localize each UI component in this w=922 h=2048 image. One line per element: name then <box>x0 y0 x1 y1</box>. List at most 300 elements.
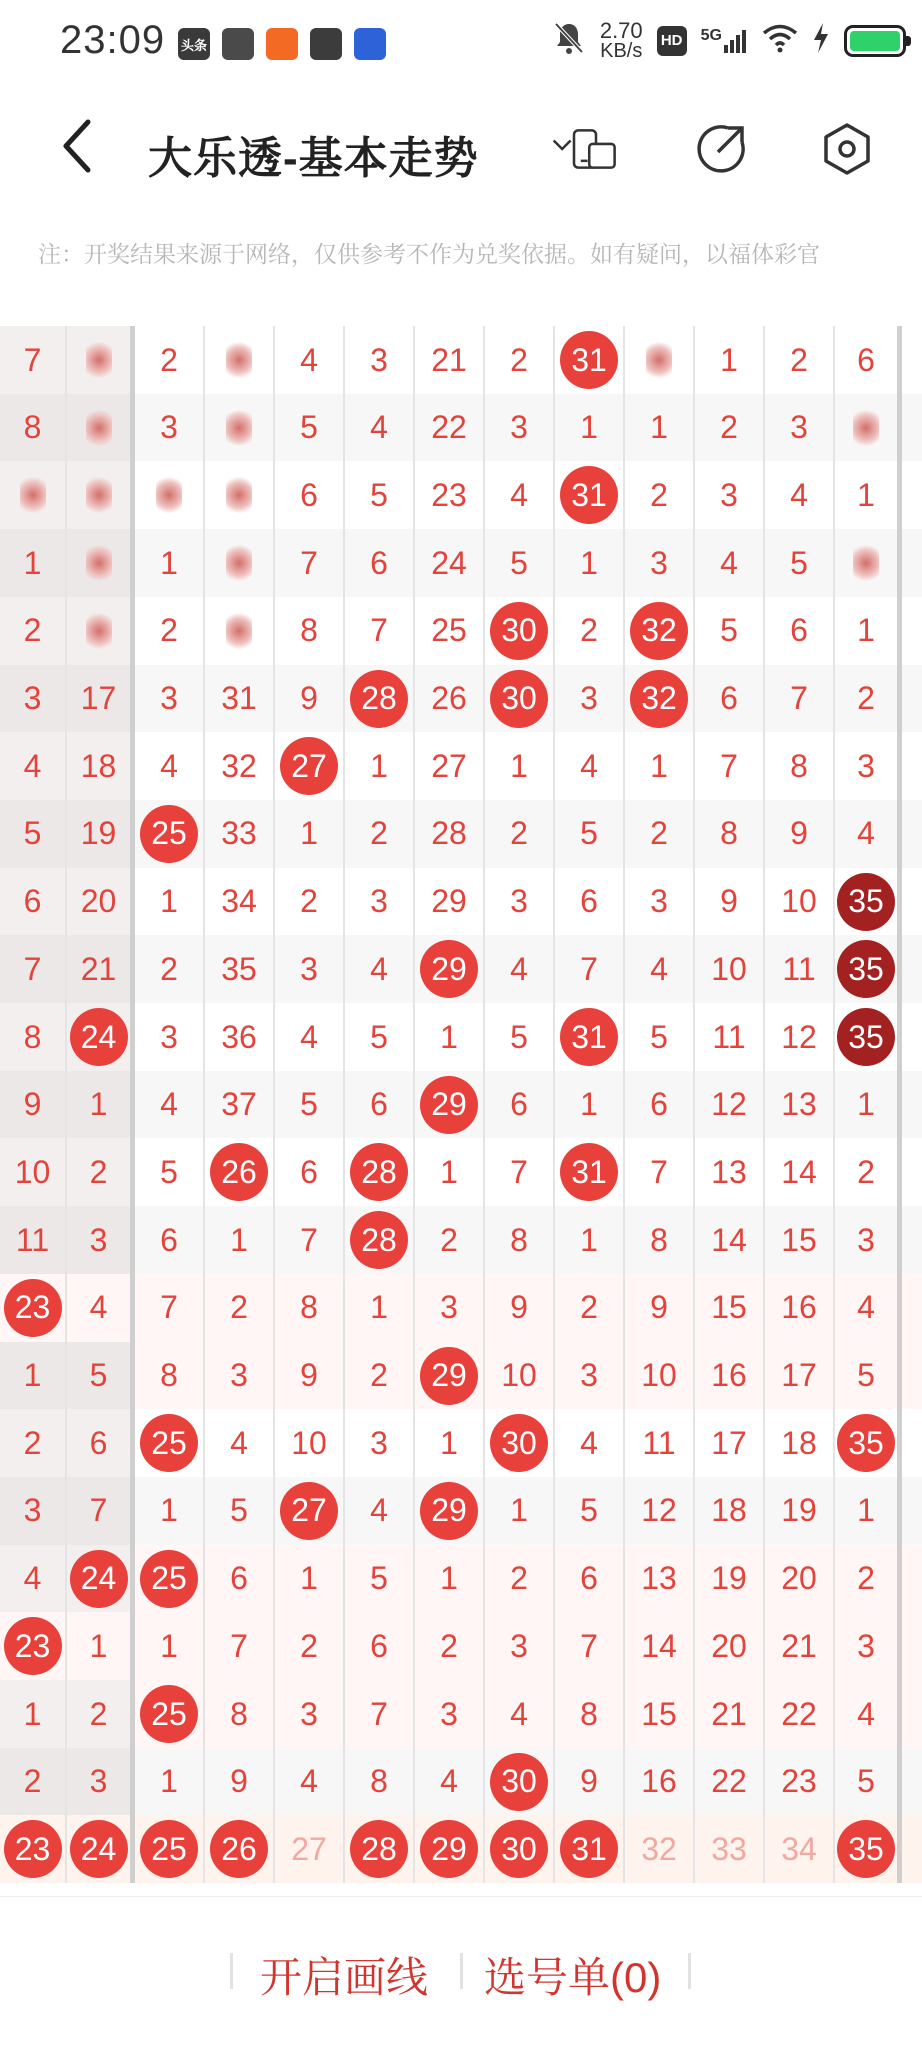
grid-cell: 24 <box>415 529 485 597</box>
grid-cell: 1 <box>625 732 695 800</box>
drawn-number-ball: 35 <box>837 1008 895 1066</box>
mute-bell-icon <box>552 20 586 61</box>
grid-cell: 6 <box>345 529 415 597</box>
table-row <box>0 732 922 800</box>
drawn-number-ball: 30 <box>490 1820 548 1878</box>
grid-cell: 4 <box>835 1274 902 1342</box>
blurred-cell-mark <box>226 544 252 582</box>
blurred-cell-mark <box>853 544 879 582</box>
grid-cell: 4 <box>415 1748 485 1816</box>
grid-cell: 36 <box>205 1003 275 1071</box>
table-row <box>0 394 922 462</box>
grid-cell: 19 <box>67 800 135 868</box>
drawn-number-ball: 30 <box>490 1753 548 1811</box>
grid-cell: 3 <box>415 1680 485 1748</box>
grid-cell: 1 <box>555 394 625 462</box>
grid-cell: 6 <box>345 1071 415 1139</box>
blurred-cell-mark <box>226 612 252 650</box>
grid-cell: 5 <box>695 597 765 665</box>
bottom-separator <box>230 1953 233 1989</box>
grid-cell: 6 <box>625 1071 695 1139</box>
grid-cell: 5 <box>275 394 345 462</box>
toutiao-app-icon: 头条 <box>178 28 210 60</box>
grid-cell: 37 <box>205 1071 275 1139</box>
drawn-number-ball: 25 <box>140 1685 198 1743</box>
share-button[interactable] <box>688 116 754 182</box>
grid-cell: 5 <box>555 1477 625 1545</box>
hd-icon: HD <box>657 26 687 56</box>
baidu-app-icon <box>354 28 386 60</box>
grid-cell <box>0 1815 67 1883</box>
drawn-number-ball: 28 <box>350 670 408 728</box>
table-row <box>0 461 922 529</box>
grid-cell <box>835 1003 902 1071</box>
grid-cell: 35 <box>205 935 275 1003</box>
grid-cell: 10 <box>695 935 765 1003</box>
table-row <box>0 1815 922 1883</box>
grid-cell: 17 <box>695 1409 765 1477</box>
grid-cell: 8 <box>135 1342 205 1410</box>
grid-cell <box>625 597 695 665</box>
grid-cell: 6 <box>275 461 345 529</box>
grid-cell: 11 <box>625 1409 695 1477</box>
grid-cell: 1 <box>625 394 695 462</box>
grid-cell: 18 <box>695 1477 765 1545</box>
grid-cell: 3 <box>485 868 555 936</box>
table-row <box>0 326 922 394</box>
grid-cell: 1 <box>415 1138 485 1206</box>
chevron-left-icon <box>58 118 98 174</box>
grid-cell: 6 <box>835 326 902 394</box>
grid-cell: 21 <box>765 1612 835 1680</box>
grid-cell: 5 <box>555 800 625 868</box>
table-row <box>0 800 922 868</box>
grid-cell <box>555 1815 625 1883</box>
grid-cell: 1 <box>695 326 765 394</box>
table-row <box>0 1680 922 1748</box>
grid-cell <box>275 1477 345 1545</box>
grid-cell: 2 <box>135 935 205 1003</box>
grid-cell <box>345 1138 415 1206</box>
switch-device-icon <box>552 123 618 175</box>
grid-cell: 8 <box>485 1206 555 1274</box>
grid-cell <box>485 1409 555 1477</box>
grid-cell: 4 <box>67 1274 135 1342</box>
grid-cell: 2 <box>555 597 625 665</box>
grid-cell: 5 <box>835 1342 902 1410</box>
grid-cell: 14 <box>765 1138 835 1206</box>
drawn-number-ball: 25 <box>140 1550 198 1608</box>
grid-cell: 2 <box>275 1612 345 1680</box>
grid-cell <box>205 1138 275 1206</box>
grid-cell: 1 <box>835 1071 902 1139</box>
grid-cell: 9 <box>275 1342 345 1410</box>
grid-cell: 3 <box>275 935 345 1003</box>
grid-cell: 2 <box>485 326 555 394</box>
grid-cell: 34 <box>765 1815 835 1883</box>
grid-cell: 4 <box>205 1409 275 1477</box>
grid-cell: 3 <box>0 1477 67 1545</box>
grid-cell: 2 <box>625 800 695 868</box>
drawn-number-ball: 30 <box>490 670 548 728</box>
trend-grid[interactable] <box>0 326 922 1896</box>
switch-device-button[interactable] <box>552 116 618 182</box>
grid-cell: 22 <box>415 394 485 462</box>
grid-cell: 8 <box>0 1003 67 1071</box>
blurred-cell-mark <box>86 476 112 514</box>
grid-cell <box>555 461 625 529</box>
grid-cell <box>415 1815 485 1883</box>
grid-cell: 7 <box>765 665 835 733</box>
grid-cell: 2 <box>135 326 205 394</box>
grid-cell: 14 <box>695 1206 765 1274</box>
grid-cell: 5 <box>345 461 415 529</box>
page-title: 大乐透-基本走势 <box>148 134 479 183</box>
grid-cell: 8 <box>0 394 67 462</box>
grid-cell: 2 <box>67 1680 135 1748</box>
grid-cell: 6 <box>67 1409 135 1477</box>
grid-cell <box>415 1071 485 1139</box>
grid-cell: 28 <box>415 800 485 868</box>
grid-cell: 9 <box>275 665 345 733</box>
grid-cell: 3 <box>625 529 695 597</box>
grid-cell <box>135 1680 205 1748</box>
grid-cell: 3 <box>135 665 205 733</box>
grid-cell: 17 <box>67 665 135 733</box>
grid-cell: 1 <box>835 597 902 665</box>
drawn-number-ball: 35 <box>837 1820 895 1878</box>
grid-cell: 13 <box>765 1071 835 1139</box>
grid-cell: 7 <box>0 935 67 1003</box>
drawn-number-ball: 28 <box>350 1211 408 1269</box>
drawn-number-ball: 25 <box>140 805 198 863</box>
grid-cell: 25 <box>415 597 485 665</box>
grid-cell: 7 <box>555 935 625 1003</box>
grid-cell <box>485 597 555 665</box>
grid-cell: 11 <box>765 935 835 1003</box>
bottom-separator <box>460 1953 463 1989</box>
grid-cell: 5 <box>135 1138 205 1206</box>
grid-cell: 6 <box>765 597 835 665</box>
grid-cell <box>0 1612 67 1680</box>
settings-button[interactable] <box>814 116 880 182</box>
disclaimer-note: 注：开奖结果来源于网络，仅供参考不作为兑奖依据。如有疑问，以福体彩官 <box>38 241 820 267</box>
grid-cell: 3 <box>67 1206 135 1274</box>
grid-cell: 2 <box>485 1545 555 1613</box>
grid-cell: 1 <box>555 1071 625 1139</box>
grid-cell: 3 <box>555 665 625 733</box>
grid-cell: 1 <box>135 1477 205 1545</box>
drawn-number-ball: 27 <box>280 1482 338 1540</box>
grid-cell: 8 <box>275 1274 345 1342</box>
grid-cell: 7 <box>67 1477 135 1545</box>
grid-cell <box>205 461 275 529</box>
grid-cell <box>205 394 275 462</box>
grid-cell <box>345 1815 415 1883</box>
signal-label: 5G <box>700 26 722 44</box>
grid-cell: 3 <box>67 1748 135 1816</box>
drawn-number-ball: 29 <box>420 1820 478 1878</box>
grid-cell: 4 <box>0 1545 67 1613</box>
grid-cell: 14 <box>625 1612 695 1680</box>
grid-cell: 3 <box>415 1274 485 1342</box>
drawn-number-ball: 31 <box>560 331 618 389</box>
grid-cell: 4 <box>555 1409 625 1477</box>
grid-cell: 2 <box>135 597 205 665</box>
grid-cell <box>67 529 135 597</box>
grid-cell: 3 <box>485 394 555 462</box>
grid-cell: 9 <box>205 1748 275 1816</box>
back-button[interactable] <box>48 116 108 176</box>
grid-cell: 5 <box>345 1003 415 1071</box>
grid-cell: 7 <box>695 732 765 800</box>
grid-cell: 7 <box>135 1274 205 1342</box>
grid-cell: 18 <box>67 732 135 800</box>
grid-cell: 4 <box>345 1477 415 1545</box>
grid-cell: 4 <box>345 935 415 1003</box>
grid-cell: 20 <box>695 1612 765 1680</box>
grid-cell: 6 <box>135 1206 205 1274</box>
grid-cell: 33 <box>205 800 275 868</box>
grid-cell: 7 <box>485 1138 555 1206</box>
drawn-number-ball: 35 <box>837 940 895 998</box>
grid-cell: 5 <box>485 1003 555 1071</box>
grid-cell: 33 <box>695 1815 765 1883</box>
grid-cell: 3 <box>835 1206 902 1274</box>
drawn-number-ball: 28 <box>350 1820 408 1878</box>
grid-cell: 2 <box>835 1545 902 1613</box>
grid-cell: 4 <box>135 732 205 800</box>
grid-cell: 5 <box>205 1477 275 1545</box>
net-speed-value: 2.70 <box>599 17 643 43</box>
grid-cell: 3 <box>835 732 902 800</box>
table-row <box>0 1003 922 1071</box>
signal-5g-icon <box>701 27 748 55</box>
table-row <box>0 597 922 665</box>
grid-cell: 5 <box>625 1003 695 1071</box>
grid-cell: 21 <box>415 326 485 394</box>
drawn-number-ball: 35 <box>837 873 895 931</box>
table-row <box>0 935 922 1003</box>
grid-cell: 2 <box>67 1138 135 1206</box>
grid-cell: 2 <box>625 461 695 529</box>
grid-cell <box>415 935 485 1003</box>
grid-cell: 8 <box>205 1680 275 1748</box>
grid-cell: 4 <box>485 935 555 1003</box>
grid-cell: 1 <box>345 732 415 800</box>
grid-cell: 5 <box>485 529 555 597</box>
grid-cell: 3 <box>835 1612 902 1680</box>
drawn-number-ball: 23 <box>4 1279 62 1337</box>
header <box>0 90 922 210</box>
grid-cell <box>485 1748 555 1816</box>
drawn-number-ball: 35 <box>837 1414 895 1472</box>
grid-cell: 16 <box>695 1342 765 1410</box>
grid-cell: 3 <box>135 1003 205 1071</box>
draw-line-button[interactable]: 开启画线 <box>260 1954 429 2001</box>
table-row <box>0 1342 922 1410</box>
blurred-cell-mark <box>646 341 672 379</box>
grid-cell: 1 <box>345 1274 415 1342</box>
status-time: 23:09 <box>60 18 166 62</box>
grid-cell <box>835 1815 902 1883</box>
grid-cell: 8 <box>765 732 835 800</box>
grid-cell <box>835 529 902 597</box>
grid-cell: 12 <box>765 1003 835 1071</box>
grid-cell <box>415 1477 485 1545</box>
grid-cell: 2 <box>0 597 67 665</box>
grid-cell: 4 <box>485 1680 555 1748</box>
grid-cell <box>67 1815 135 1883</box>
table-row <box>0 1409 922 1477</box>
blurred-cell-mark <box>156 476 182 514</box>
grid-cell: 21 <box>67 935 135 1003</box>
grid-cell: 4 <box>695 529 765 597</box>
wifi-icon <box>762 23 798 58</box>
drawn-number-ball: 31 <box>560 1820 618 1878</box>
grid-cell <box>485 665 555 733</box>
grid-cell <box>345 665 415 733</box>
grid-cell: 3 <box>205 1342 275 1410</box>
grid-cell: 5 <box>275 1071 345 1139</box>
grid-cell: 26 <box>415 665 485 733</box>
grid-cell: 16 <box>765 1274 835 1342</box>
grid-cell: 7 <box>345 1680 415 1748</box>
drawn-number-ball: 30 <box>490 1414 548 1472</box>
grid-cell: 1 <box>0 1680 67 1748</box>
grid-cell <box>625 665 695 733</box>
table-row <box>0 1071 922 1139</box>
grid-cell <box>625 326 695 394</box>
grid-cell: 2 <box>695 394 765 462</box>
grid-cell: 9 <box>695 868 765 936</box>
table-row <box>0 529 922 597</box>
grid-cell: 10 <box>765 868 835 936</box>
grid-cell: 5 <box>0 800 67 868</box>
bottom-bar <box>0 1896 922 2048</box>
grid-cell: 1 <box>135 1612 205 1680</box>
grid-cell: 10 <box>485 1342 555 1410</box>
grid-cell: 4 <box>275 1003 345 1071</box>
selection-list-button[interactable]: 选号单(0) <box>484 1954 662 2001</box>
grid-cell: 6 <box>485 1071 555 1139</box>
grid-cell: 7 <box>275 1206 345 1274</box>
table-row <box>0 1612 922 1680</box>
blurred-cell-mark <box>226 476 252 514</box>
grid-cell: 20 <box>765 1545 835 1613</box>
grid-cell: 7 <box>555 1612 625 1680</box>
grid-cell: 7 <box>0 326 67 394</box>
blurred-cell-mark <box>20 476 46 514</box>
grid-cell <box>835 935 902 1003</box>
drawn-number-ball: 29 <box>420 1076 478 1134</box>
drawn-number-ball: 26 <box>210 1820 268 1878</box>
grid-cell: 6 <box>345 1612 415 1680</box>
drawn-number-ball: 29 <box>420 940 478 998</box>
grid-cell: 1 <box>0 1342 67 1410</box>
drawn-number-ball: 31 <box>560 1143 618 1201</box>
net-speed-unit: KB/s <box>600 39 643 62</box>
grid-cell: 11 <box>0 1206 67 1274</box>
drawn-number-ball: 29 <box>420 1347 478 1405</box>
blurred-cell-mark <box>86 544 112 582</box>
grid-cell: 5 <box>345 1545 415 1613</box>
grid-cell <box>135 1545 205 1613</box>
drawn-number-ball: 23 <box>4 1617 62 1675</box>
grid-cell: 1 <box>415 1545 485 1613</box>
grid-cell: 7 <box>625 1138 695 1206</box>
grid-cell: 15 <box>695 1274 765 1342</box>
grid-cell: 4 <box>275 1748 345 1816</box>
grid-cell: 13 <box>695 1138 765 1206</box>
drawn-number-ball: 32 <box>630 602 688 660</box>
grid-cell <box>205 1815 275 1883</box>
grid-cell: 4 <box>275 326 345 394</box>
grid-cell <box>67 1003 135 1071</box>
grid-cell: 32 <box>625 1815 695 1883</box>
grid-cell: 9 <box>485 1274 555 1342</box>
grid-cell <box>0 1274 67 1342</box>
drawn-number-ball: 27 <box>280 737 338 795</box>
grid-cell: 1 <box>135 529 205 597</box>
grid-cell: 4 <box>765 461 835 529</box>
grid-cell: 1 <box>67 1071 135 1139</box>
grid-cell <box>0 461 67 529</box>
grid-cell: 32 <box>205 732 275 800</box>
grid-cell: 10 <box>625 1342 695 1410</box>
blurred-cell-mark <box>853 409 879 447</box>
table-row <box>0 1274 922 1342</box>
grid-cell: 1 <box>485 1477 555 1545</box>
grid-cell: 1 <box>0 529 67 597</box>
grid-cell: 22 <box>765 1680 835 1748</box>
table-row <box>0 1138 922 1206</box>
drawn-number-ball: 28 <box>350 1143 408 1201</box>
grid-cell: 4 <box>135 1071 205 1139</box>
battery-icon <box>844 25 906 57</box>
grid-cell <box>835 868 902 936</box>
status-bar <box>0 0 922 90</box>
drawn-number-ball: 24 <box>70 1820 128 1878</box>
grid-cell: 22 <box>695 1748 765 1816</box>
grid-cell: 16 <box>625 1748 695 1816</box>
grid-cell: 6 <box>555 1545 625 1613</box>
grid-cell: 2 <box>275 868 345 936</box>
taobao-app-icon <box>266 28 298 60</box>
grid-cell: 6 <box>205 1545 275 1613</box>
grid-cell: 2 <box>835 1138 902 1206</box>
grid-cell: 23 <box>765 1748 835 1816</box>
grid-cell: 3 <box>625 868 695 936</box>
grid-cell: 3 <box>275 1680 345 1748</box>
grid-cell: 1 <box>555 529 625 597</box>
grid-cell: 8 <box>625 1206 695 1274</box>
grid-cell: 3 <box>555 1342 625 1410</box>
blurred-cell-mark <box>86 409 112 447</box>
table-row <box>0 1206 922 1274</box>
grid-cell: 7 <box>275 529 345 597</box>
grid-cell: 2 <box>0 1748 67 1816</box>
grid-cell: 2 <box>0 1409 67 1477</box>
grid-cell <box>485 1815 555 1883</box>
drawn-number-ball: 31 <box>560 1008 618 1066</box>
settings-hexagon-icon <box>820 122 874 176</box>
grid-cell: 18 <box>765 1409 835 1477</box>
grid-cell: 19 <box>695 1545 765 1613</box>
grid-cell <box>555 1003 625 1071</box>
grid-cell: 9 <box>765 800 835 868</box>
grid-cell: 1 <box>555 1206 625 1274</box>
